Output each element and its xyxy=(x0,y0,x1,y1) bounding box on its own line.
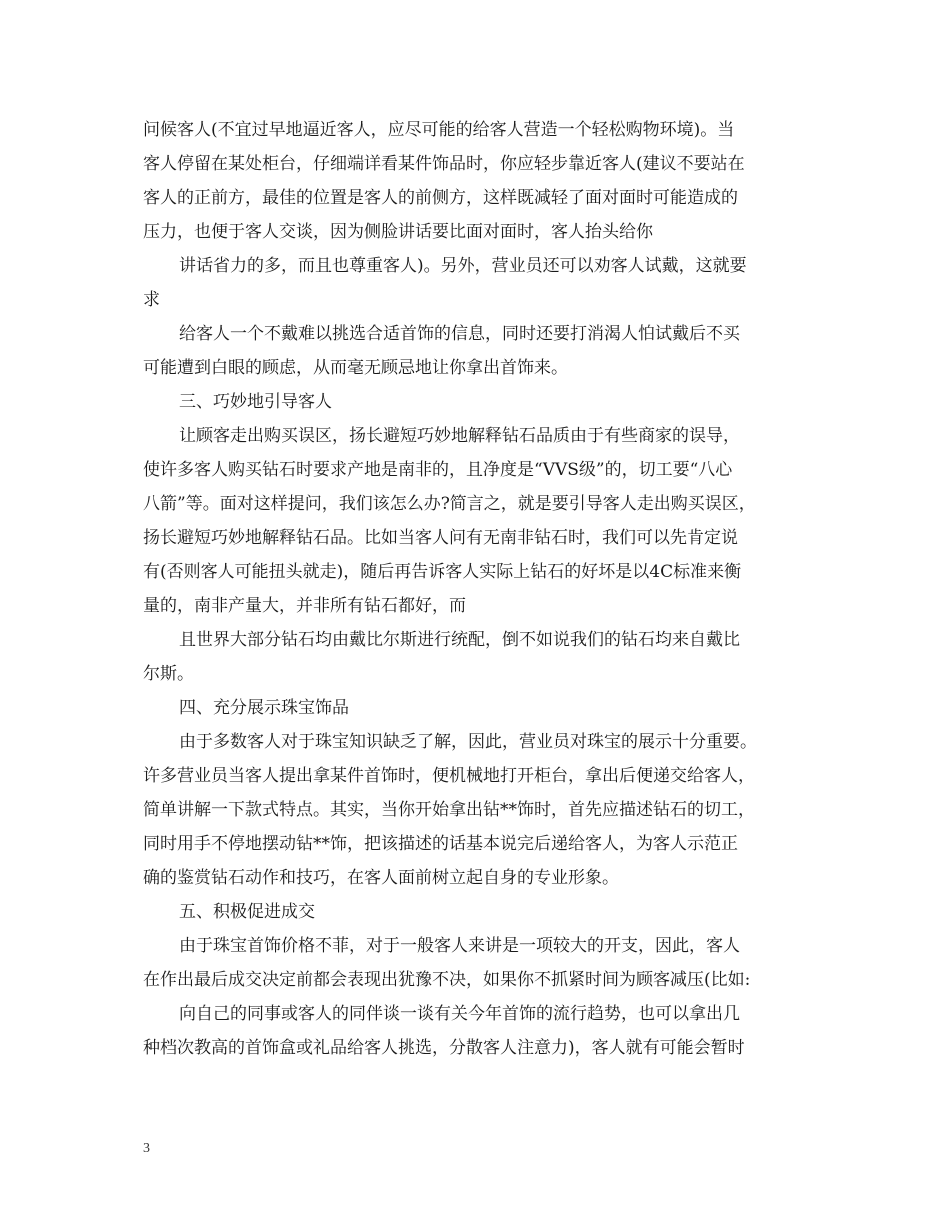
text-line: 压力，也便于客人交谈，因为侧脸讲话要比面对面时，客人抬头给你 xyxy=(143,222,653,242)
text-line: 确的鉴赏钻石动作和技巧，在客人面前树立起自身的专业形象。 xyxy=(143,868,619,888)
text-line: 由于珠宝首饰价格不菲，对于一般客人来讲是一项较大的开支，因此，客人 xyxy=(179,936,740,956)
text-line: 问候客人(不宜过早地逼近客人，应尽可能的给客人营造一个轻松购物环境)。当 xyxy=(143,120,735,140)
text-line: 简单讲解一下款式特点。其实，当你开始拿出钻**饰时，首先应描述钻石的切工， xyxy=(143,800,755,820)
text-line: 种档次教高的首饰盒或礼品给客人挑选，分散客人注意力)，客人就有可能会暂时 xyxy=(143,1038,745,1058)
text-line: 八箭”等。面对这样提问，我们该怎么办?简言之，就是要引导客人走出购买误区， xyxy=(143,494,756,514)
text-line: 量的，南非产量大，并非所有钻石都好，而 xyxy=(143,596,466,616)
text-line: 同时用手不停地摆动钻**饰，把该描述的话基本说完后递给客人，为客人示范正 xyxy=(143,834,738,854)
text-line: 讲话省力的多，而且也尊重客人)。另外，营业员还可以劝客人试戴，这就要 xyxy=(179,256,747,276)
text-line: 由于多数客人对于珠宝知识缺乏了解，因此，营业员对珠宝的展示十分重要。 xyxy=(179,732,757,752)
text-line: 客人停留在某处柜台，仔细端详看某件饰品时，你应轻步靠近客人(建议不要站在 xyxy=(143,154,745,174)
text-line: 四、充分展示珠宝饰品 xyxy=(179,698,349,718)
text-line: 三、巧妙地引导客人 xyxy=(179,392,332,412)
page-number: 3 xyxy=(143,1141,150,1156)
text-line: 让顾客走出购买误区，扬长避短巧妙地解释钻石品质由于有些商家的误导， xyxy=(179,426,740,446)
text-line: 且世界大部分钻石均由戴比尔斯进行统配，倒不如说我们的钻石均来自戴比 xyxy=(179,630,740,650)
text-line: 可能遭到白眼的顾虑，从而毫无顾忌地让你拿出首饰来。 xyxy=(143,358,568,378)
document-body xyxy=(143,113,813,1065)
text-line: 客人的正前方，最佳的位置是客人的前侧方，这样既减轻了面对面时可能造成的 xyxy=(143,188,738,208)
text-line: 使许多客人购买钻石时要求产地是南非的，且净度是“VVS级”的，切工要“八心 xyxy=(143,460,733,480)
text-line: 许多营业员当客人提出拿某件首饰时，便机械地打开柜台，拿出后便递交给客人， xyxy=(143,766,755,786)
text-line: 尔斯。 xyxy=(143,664,194,684)
text-line: 扬长避短巧妙地解释钻石品。比如当客人问有无南非钻石时，我们可以先肯定说 xyxy=(143,528,738,548)
text-line: 给客人一个不戴难以挑选合适首饰的信息，同时还要打消渴人怕试戴后不买 xyxy=(179,324,740,344)
text-line: 有(否则客人可能扭头就走)，随后再告诉客人实际上钻石的好坏是以4C标准来衡 xyxy=(143,562,742,582)
text-line: 向自己的同事或客人的同伴谈一谈有关今年首饰的流行趋势，也可以拿出几 xyxy=(179,1004,740,1024)
text-line: 在作出最后成交决定前都会表现出犹豫不决，如果你不抓紧时间为顾客减压(比如: xyxy=(143,970,751,990)
text-line: 求 xyxy=(143,290,160,310)
text-line: 五、积极促进成交 xyxy=(179,902,315,922)
